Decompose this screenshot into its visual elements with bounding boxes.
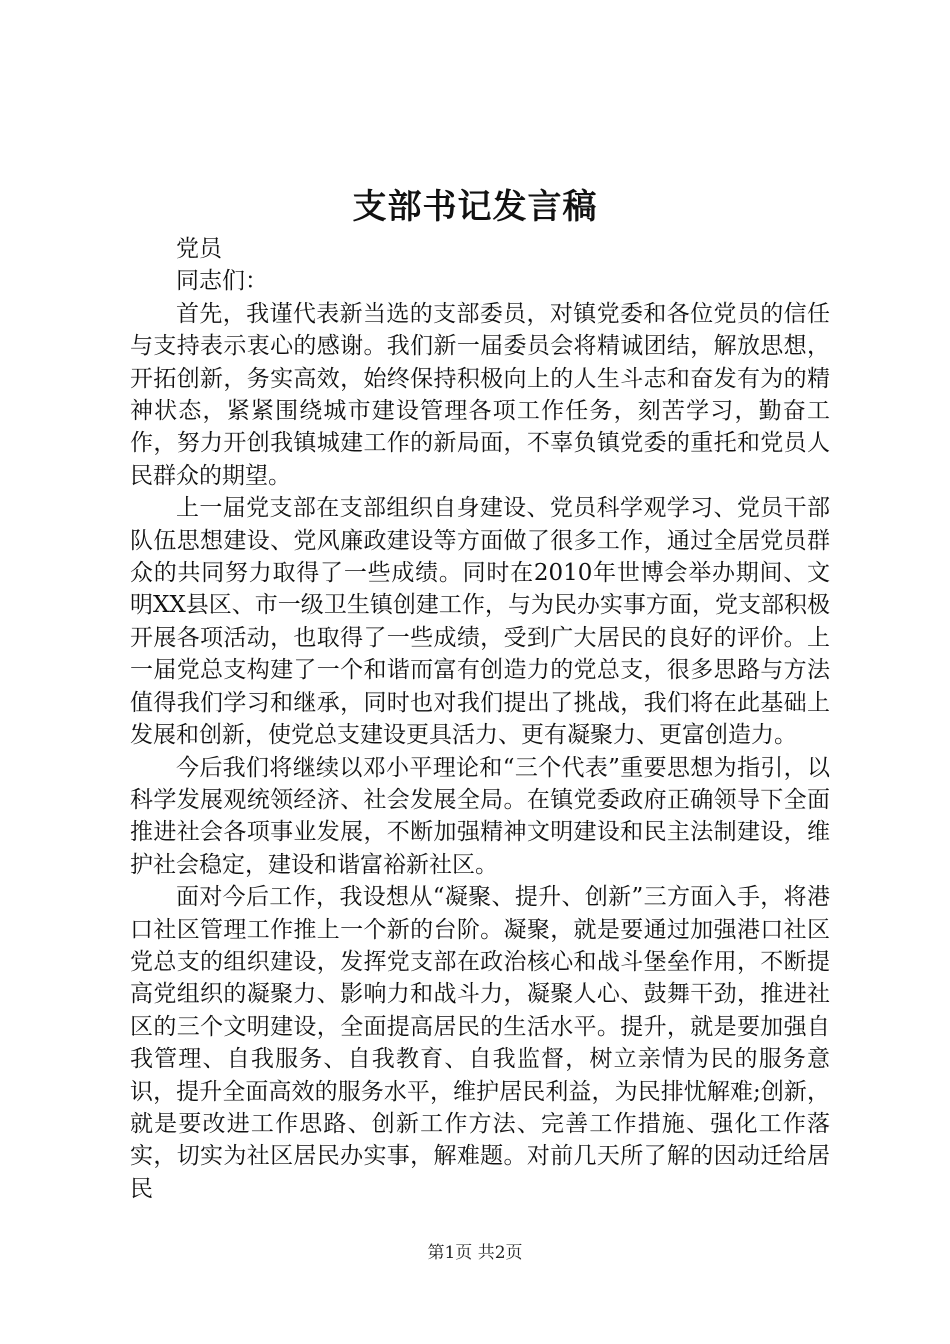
- paragraph-thanks: 首先，我谨代表新当选的支部委员，对镇党委和各位党员的信任与支持表示衷心的感谢。我们新一届委员会将精诚团结，解放思想，开拓创新，务实高效，始终保持积极向上的人生斗志和奋发有为的精神状态，紧紧围绕城市建设管理各项工作任务，刻苦学习，勤奋工作，努力开创我镇城建工作的新局面，不辜负镇党委的重托和党员人民群众的期望。: [130, 300, 830, 489]
- salutation-comrades: 同志们：: [176, 268, 268, 295]
- document-title: 支部书记发言稿: [352, 187, 598, 227]
- paragraph-previous-work: 上一届党支部在支部组织自身建设、党员科学观学习、党员干部队伍思想建设、党风廉政建设等方面做了很多工作，通过全居党员群众的共同努力取得了一些成绩。同时在2010年世博会举办期间、文明XX县区、市一级卫生镇创建工作，与为民办实事方面，党支部积极开展各项活动，也取得了一些成绩，受到广大居民的良好的评价。上一届党总支构建了一个和谐而富有创造力的党总支，很多思路与方法值得我们学习和继承，同时也对我们提出了挑战，我们将在此基础上发展和创新，使党总支建设更具活力、更有凝聚力、更富创造力。: [130, 495, 830, 749]
- page-number-footer: 第1页 共2页: [427, 1243, 523, 1263]
- salutation-party-members: 党员: [176, 236, 222, 262]
- document-body: [130, 233, 830, 1205]
- paragraph-future-direction: 今后我们将继续以邓小平理论和“三个代表”重要思想为指引，以科学发展观统领经济、社会发展全局。在镇党委政府正确领导下全面推进社会各项事业发展，不断加强精神文明建设和民主法制建设，维护社会稳定，建设和谐富裕新社区。: [130, 754, 830, 878]
- paragraph-work-plan: 面对今后工作，我设想从“凝聚、提升、创新”三方面入手，将港口社区管理工作推上一个新的台阶。凝聚，就是要通过加强港口社区党总支的组织建设，发挥党支部在政治核心和战斗堡垒作用，不断提高党组织的凝聚力、影响力和战斗力，凝聚人心、鼓舞干劲，推进社区的三个文明建设，全面提高居民的生活水平。提升，就是要加强自我管理、自我服务、自我教育、自我监督，树立亲情为民的服务意识，提升全面高效的服务水平，维护居民利益，为民排忧解难;创新，就是要改进工作思路、创新工作方法、完善工作措施、强化工作落实，切实为社区居民办实事，解难题。对前几天所了解的因动迁给居民: [130, 884, 830, 1202]
